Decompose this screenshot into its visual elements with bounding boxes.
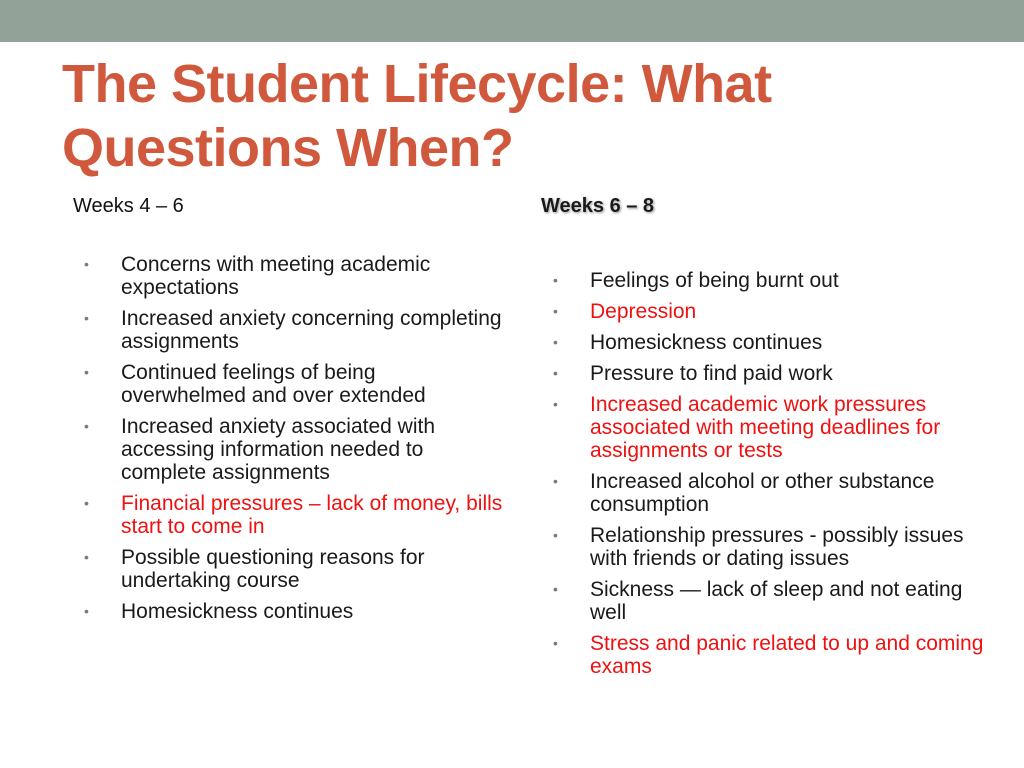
bullet-dot-icon: • <box>84 549 89 565</box>
bullet-dot-icon: • <box>553 635 558 651</box>
list-item <box>553 470 1003 516</box>
right-column-heading: Weeks 6 – 8 <box>541 195 655 217</box>
list-item-text: Sickness — lack of sleep and not eating well <box>590 578 963 624</box>
list-item-text: Increased anxiety associated with accessing information needed to complete assignments <box>121 415 436 484</box>
list-item-text: Increased academic work pressures associated with meeting deadlines for assignments or tests <box>590 393 941 462</box>
list-item-text: Financial pressures – lack of money, bills start to come in <box>121 492 503 538</box>
list-item <box>84 415 504 484</box>
bullet-dot-icon: • <box>553 473 558 489</box>
list-item-text: Concerns with meeting academic expectations <box>121 253 431 299</box>
list-item-text: Stress and panic related to up and coming exams <box>590 632 984 678</box>
list-item <box>553 393 1003 462</box>
bullet-dot-icon: • <box>553 303 558 319</box>
bullet-dot-icon: • <box>84 310 89 326</box>
bullet-dot-icon: • <box>553 272 558 288</box>
list-item <box>553 269 1003 292</box>
list-item-text: Pressure to find paid work <box>590 362 833 385</box>
top-decorative-band <box>0 0 1024 42</box>
bullet-dot-icon: • <box>553 581 558 597</box>
list-item-text: Relationship pressures - possibly issues with friends or dating issues <box>590 524 964 570</box>
bullet-dot-icon: • <box>553 396 558 412</box>
bullet-dot-icon: • <box>553 334 558 350</box>
bullet-dot-icon: • <box>553 527 558 543</box>
slide-title: The Student Lifecycle: What Questions When? <box>62 54 772 178</box>
bullet-dot-icon: • <box>84 418 89 434</box>
list-item <box>553 578 1003 624</box>
bullet-dot-icon: • <box>553 365 558 381</box>
left-bullet-list <box>84 253 504 631</box>
list-item <box>553 362 1003 385</box>
bullet-dot-icon: • <box>84 256 89 272</box>
list-item-text: Increased alcohol or other substance consumption <box>590 470 935 516</box>
list-item <box>553 300 1003 323</box>
list-item <box>84 361 504 407</box>
list-item-text: Possible questioning reasons for undertaking course <box>121 546 425 592</box>
left-column-heading: Weeks 4 – 6 <box>73 195 184 217</box>
list-item-text: Increased anxiety concerning completing assignments <box>121 307 502 353</box>
list-item-text: Homesickness continues <box>590 331 823 354</box>
list-item-text: Homesickness continues <box>121 600 354 623</box>
list-item <box>84 492 504 538</box>
bullet-dot-icon: • <box>84 603 89 619</box>
list-item <box>84 600 504 623</box>
list-item <box>553 632 1003 678</box>
list-item <box>84 546 504 592</box>
list-item-text: Feelings of being burnt out <box>590 269 839 292</box>
right-bullet-list <box>553 269 1003 686</box>
list-item <box>84 307 504 353</box>
list-item-text: Continued feelings of being overwhelmed and over extended <box>121 361 426 407</box>
list-item <box>84 253 504 299</box>
list-item <box>553 331 1003 354</box>
list-item <box>553 524 1003 570</box>
list-item-text: Depression <box>590 300 697 323</box>
bullet-dot-icon: • <box>84 364 89 380</box>
bullet-dot-icon: • <box>84 495 89 511</box>
